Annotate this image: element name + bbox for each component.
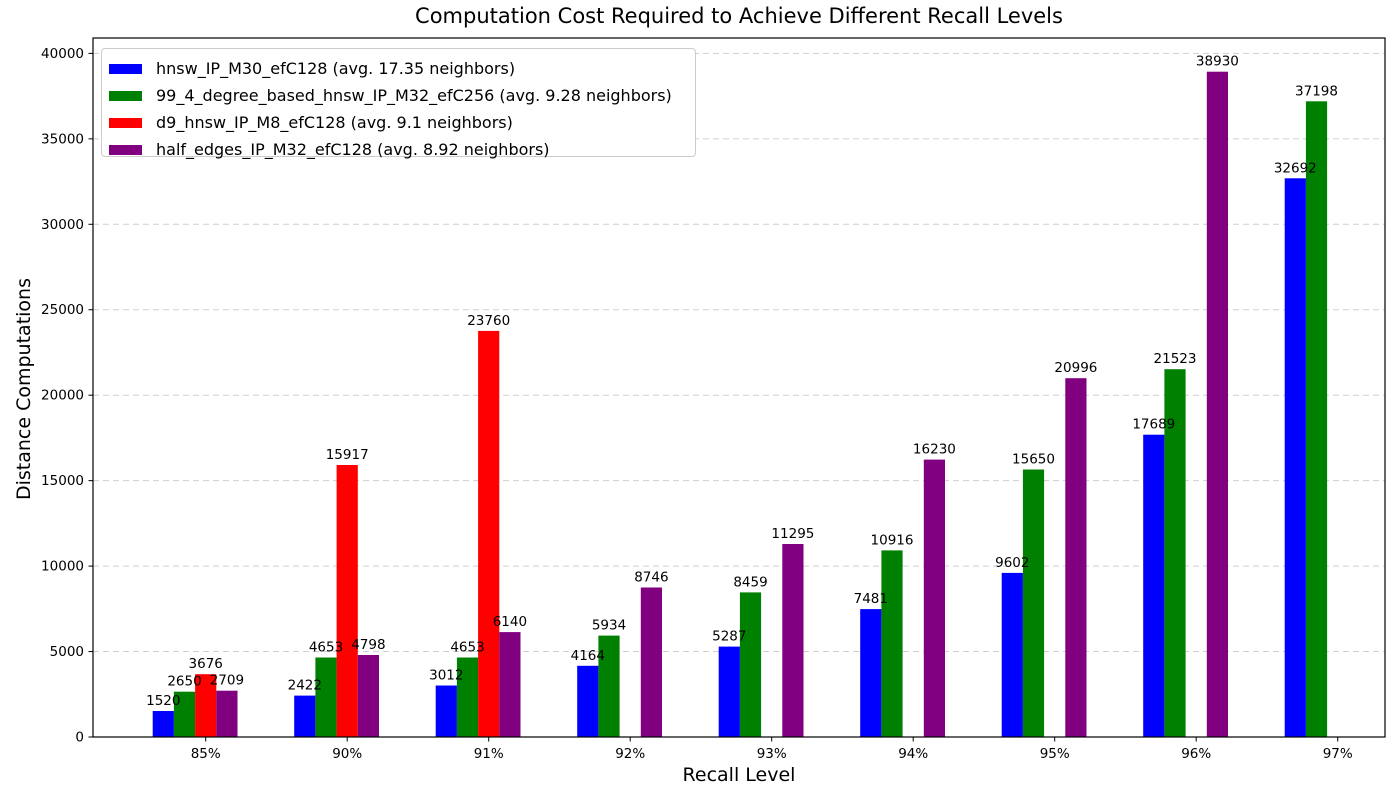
bar <box>499 632 520 737</box>
bar-value-label: 5287 <box>712 628 747 645</box>
x-tick-label: 96% <box>1181 746 1212 762</box>
bar <box>1143 435 1164 737</box>
bar-value-label: 32692 <box>1273 160 1317 177</box>
y-tick-label: 35000 <box>41 131 84 148</box>
y-tick-label: 40000 <box>41 45 84 62</box>
x-tick-label: 90% <box>332 746 363 762</box>
legend-swatch <box>109 91 142 101</box>
bar-value-label: 38930 <box>1195 53 1239 70</box>
legend-item <box>102 55 695 82</box>
bar <box>294 696 315 737</box>
bar <box>1285 178 1306 737</box>
bar-value-label: 20996 <box>1054 360 1098 377</box>
bar <box>1207 72 1228 737</box>
legend-swatch <box>109 118 142 128</box>
bar-value-label: 11295 <box>771 526 815 542</box>
bar-value-label: 15917 <box>325 447 369 463</box>
legend-swatch <box>109 64 142 74</box>
y-tick-label: 0 <box>75 729 84 746</box>
legend-item <box>102 109 695 136</box>
bar-value-label: 2709 <box>209 672 245 689</box>
bar-value-label: 3676 <box>188 656 223 673</box>
bar <box>1002 573 1023 737</box>
y-tick-label: 25000 <box>41 302 84 319</box>
x-tick-label: 94% <box>898 746 929 762</box>
y-tick-label: 5000 <box>49 644 84 661</box>
bar-value-label: 37198 <box>1295 83 1338 100</box>
legend <box>101 48 696 157</box>
bar <box>740 592 761 737</box>
bar-value-label: 23760 <box>467 312 511 329</box>
x-tick-label: 95% <box>1039 746 1070 762</box>
bar-value-label: 4653 <box>450 639 485 656</box>
bar <box>577 666 598 737</box>
y-tick-label: 15000 <box>41 473 84 490</box>
x-tick-label: 93% <box>756 746 787 762</box>
bar <box>1306 101 1327 737</box>
x-tick-label: 92% <box>615 746 646 762</box>
legend-swatch <box>109 145 142 155</box>
legend-label: d9_hnsw_IP_M8_efC128 (avg. 9.1 neighbors) <box>156 113 513 132</box>
bar <box>924 460 945 737</box>
bar <box>153 711 174 737</box>
bar-value-label: 17689 <box>1132 416 1176 433</box>
legend-item <box>102 136 695 163</box>
bar <box>641 588 662 738</box>
x-axis-label: Recall Level <box>682 764 796 786</box>
bar <box>782 544 803 737</box>
bar-value-label: 21523 <box>1153 351 1197 368</box>
bar-value-label: 10916 <box>870 532 914 549</box>
bar-value-label: 7481 <box>853 591 888 608</box>
bar <box>358 655 379 737</box>
legend-label: 99_4_degree_based_hnsw_IP_M32_efC256 (avg. 9.28 neighbors) <box>156 86 672 105</box>
bar-value-label: 3012 <box>429 667 464 684</box>
bar <box>719 647 740 737</box>
bar <box>478 331 499 737</box>
legend-item <box>102 82 695 109</box>
legend-label: half_edges_IP_M32_efC128 (avg. 8.92 neighbors) <box>156 140 550 159</box>
x-tick-label: 97% <box>1322 746 1353 762</box>
y-axis-label: Distance Computations <box>13 278 35 501</box>
bar-value-label: 9602 <box>995 554 1030 571</box>
bar-value-label: 15650 <box>1012 451 1055 468</box>
bar <box>337 465 358 737</box>
bar <box>881 550 902 737</box>
bar <box>1023 470 1044 738</box>
bar-value-label: 1520 <box>146 693 181 709</box>
bar-value-label: 6140 <box>492 614 528 631</box>
bar-value-label: 8459 <box>733 574 768 591</box>
bar-value-label: 16230 <box>912 441 956 458</box>
bar-value-label: 8746 <box>634 569 669 586</box>
x-tick-label: 85% <box>190 746 221 762</box>
x-tick-label: 91% <box>473 746 504 762</box>
y-tick-label: 10000 <box>41 558 84 575</box>
bar <box>315 658 336 738</box>
bar-value-label: 4653 <box>308 639 344 656</box>
y-tick-label: 30000 <box>41 216 84 233</box>
chart-title: Computation Cost Required to Achieve Different Recall Levels <box>415 4 1063 28</box>
legend-label: hnsw_IP_M30_efC128 (avg. 17.35 neighbors) <box>156 59 516 78</box>
bar <box>436 686 457 738</box>
bar <box>860 609 881 737</box>
bar-value-label: 5934 <box>591 617 627 634</box>
bar-value-label: 4798 <box>351 637 386 653</box>
bar <box>216 691 237 737</box>
y-tick-label: 20000 <box>41 387 84 404</box>
bar-value-label: 2650 <box>167 673 202 690</box>
bar <box>1065 378 1086 737</box>
bar-value-label: 2422 <box>287 677 322 694</box>
bar-value-label: 4164 <box>570 647 605 664</box>
